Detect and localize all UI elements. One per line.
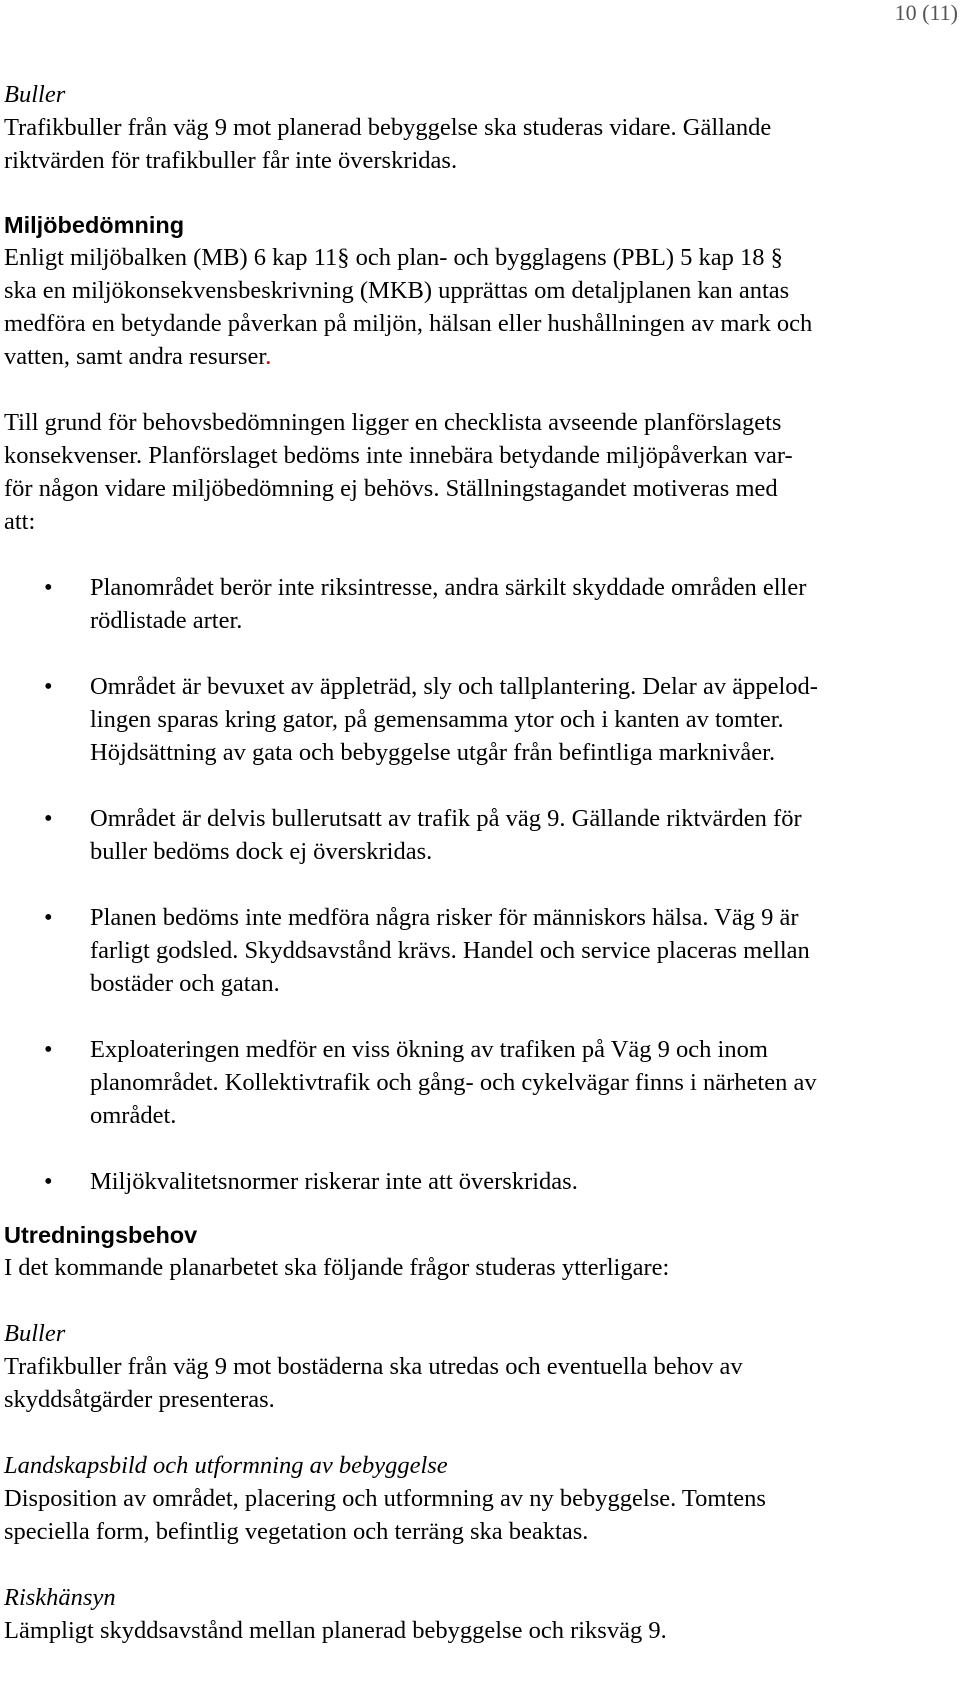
subsection-line: Lämpligt skyddsavstånd mellan planerad bebyggelse och riksväg 9. xyxy=(4,1617,667,1644)
spacer xyxy=(4,538,956,571)
bullet-line: bostäder och gatan. xyxy=(90,970,280,997)
subsection-riskhansyn xyxy=(4,1581,956,1647)
miljobedomning-section xyxy=(4,210,956,1198)
miljo-intro-line-1: Enligt miljöbalken (MB) 6 kap 11§ och plan- och bygglagens (PBL) 5 kap 18 § xyxy=(4,244,783,271)
red-period: . xyxy=(265,343,272,370)
miljo-basis-line-3: för någon vidare miljöbedömning ej behövs. Ställningstagandet motiveras med xyxy=(4,475,778,502)
subsection-line: speciella form, befintlig vegetation och terräng ska beaktas. xyxy=(4,1518,589,1545)
bullet-item xyxy=(4,1033,956,1132)
miljo-intro-line-3: medföra en betydande påverkan på miljön, hälsan eller hushållningen av mark och xyxy=(4,310,813,337)
miljo-basis-line-4: att: xyxy=(4,508,36,535)
bullet-dot-icon: • xyxy=(44,574,53,601)
motivation-bullet-list xyxy=(4,571,956,1198)
bullet-line: Höjdsättning av gata och bebyggelse utgår från befintliga marknivåer. xyxy=(90,739,776,766)
buller-line-1: Trafikbuller från väg 9 mot planerad bebyggelse ska studeras vidare. Gällande xyxy=(4,114,772,141)
miljo-basis-line-2: konsekvenser. Planförslaget bedöms inte innebära betydande miljöpåverkan var- xyxy=(4,442,793,469)
spacer xyxy=(4,177,956,210)
miljo-intro-last: vatten, samt andra resurser xyxy=(4,343,266,370)
miljobedomning-heading: Miljöbedömning xyxy=(4,212,185,238)
bullet-item xyxy=(4,670,956,769)
spacer xyxy=(4,1284,956,1317)
utredning-intro: I det kommande planarbetet ska följande frågor studeras ytterligare: xyxy=(4,1254,670,1281)
spacer xyxy=(4,373,956,406)
bullet-item xyxy=(4,571,956,637)
subsection-line: Disposition av området, placering och utformning av ny bebyggelse. Tomtens xyxy=(4,1485,766,1512)
bullet-line: Planområdet berör inte riksintresse, andra särkilt skyddade områden eller xyxy=(90,574,807,601)
document-body xyxy=(4,78,956,1647)
bullet-line: farligt godsled. Skyddsavstånd krävs. Handel och service placeras mellan xyxy=(90,937,810,964)
bullet-dot-icon: • xyxy=(44,673,53,700)
bullet-item xyxy=(4,1165,956,1198)
spacer xyxy=(4,1416,956,1449)
utredningsbehov-section xyxy=(4,1220,956,1647)
bullet-dot-icon: • xyxy=(44,805,53,832)
bullet-item xyxy=(4,802,956,868)
miljo-basis-line-1: Till grund för behovsbedömningen ligger en checklista avseende planförslagets xyxy=(4,409,782,436)
subsection-heading: Riskhänsyn xyxy=(4,1584,116,1611)
subsection-heading: Landskapsbild och utformning av bebyggelse xyxy=(4,1452,448,1479)
miljo-intro-line-2: ska en miljökonsekvensbeskrivning (MKB) upprättas om detaljplanen kan antas xyxy=(4,277,790,304)
subsection-line: Trafikbuller från väg 9 mot bostäderna ska utredas och eventuella behov av xyxy=(4,1353,743,1380)
miljo-intro-line-4 xyxy=(4,340,956,373)
buller-line-2: riktvärden för trafikbuller får inte överskridas. xyxy=(4,147,458,174)
bullet-line: Miljökvalitetsnormer riskerar inte att överskridas. xyxy=(90,1168,578,1195)
subsection-heading: Buller xyxy=(4,1320,66,1347)
subsection-landskapsbild xyxy=(4,1449,956,1548)
bullet-line: buller bedöms dock ej överskridas. xyxy=(90,838,433,865)
buller-section xyxy=(4,78,956,177)
spacer xyxy=(4,1548,956,1581)
bullet-line: Planen bedöms inte medföra några risker för människors hälsa. Väg 9 är xyxy=(90,904,799,931)
subsection-buller xyxy=(4,1317,956,1416)
bullet-dot-icon: • xyxy=(44,904,53,931)
bullet-line: rödlistade arter. xyxy=(90,607,243,634)
subsection-line: skyddsåtgärder presenteras. xyxy=(4,1386,275,1413)
bullet-line: planområdet. Kollektivtrafik och gång- och cykelvägar finns i närheten av xyxy=(90,1069,817,1096)
bullet-line: Området är delvis bullerutsatt av trafik på väg 9. Gällande riktvärden för xyxy=(90,805,802,832)
page-number: 10 (11) xyxy=(894,0,958,25)
bullet-item xyxy=(4,901,956,1000)
bullet-line: området. xyxy=(90,1102,177,1129)
bullet-dot-icon: • xyxy=(44,1168,53,1195)
utredningsbehov-heading: Utredningsbehov xyxy=(4,1222,198,1248)
bullet-line: Området är bevuxet av äppleträd, sly och tallplantering. Delar av äppelod- xyxy=(90,673,818,700)
bullet-dot-icon: • xyxy=(44,1036,53,1063)
bullet-line: Exploateringen medför en viss ökning av trafiken på Väg 9 och inom xyxy=(90,1036,768,1063)
bullet-line: lingen sparas kring gator, på gemensamma ytor och i kanten av tomter. xyxy=(90,706,784,733)
spacer xyxy=(4,1198,956,1220)
buller-heading: Buller xyxy=(4,81,66,108)
